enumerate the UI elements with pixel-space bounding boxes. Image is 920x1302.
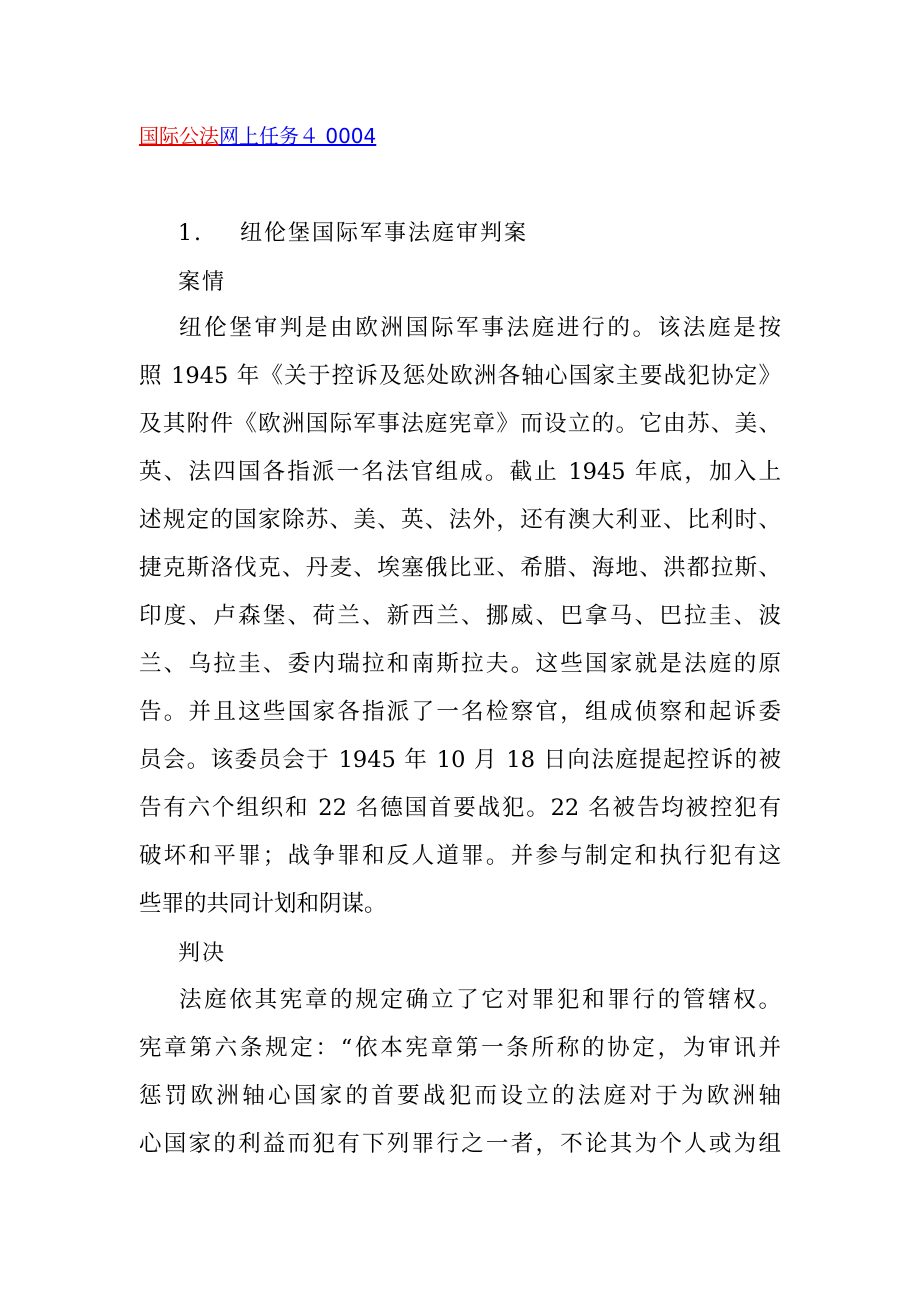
paragraph-line: 些罪的共同计划和阴谋。 xyxy=(139,891,387,917)
judgment-paragraph xyxy=(139,976,781,1168)
paragraph-line: 心国家的利益而犯有下列罪行之一者，不论其为个人或为组 xyxy=(139,1131,781,1157)
paragraph-line: 法庭依其宪章的规定确立了它对罪犯和罪行的管辖权。 xyxy=(179,987,781,1013)
paragraph-line: 告有六个组织和 22 名德国首要战犯。22 名被告均被控犯有 xyxy=(139,795,781,821)
title-link-part-2[interactable]: 网上任务４ 0004 xyxy=(219,124,377,148)
case-heading-number: 1. xyxy=(178,221,203,246)
paragraph-line: 兰、乌拉圭、委内瑞拉和南斯拉夫。这些国家就是法庭的原 xyxy=(139,651,781,677)
paragraph-line: 印度、卢森堡、荷兰、新西兰、挪威、巴拿马、巴拉圭、波 xyxy=(139,603,781,629)
document-title-link[interactable] xyxy=(139,122,376,150)
title-link-part-1[interactable]: 国际公法 xyxy=(139,124,219,148)
paragraph-line: 捷克斯洛伐克、丹麦、埃塞俄比亚、希腊、海地、洪都拉斯、 xyxy=(139,555,781,581)
paragraph-line: 告。并且这些国家各指派了一名检察官，组成侦察和起诉委 xyxy=(139,699,781,725)
facts-label: 案情 xyxy=(178,270,227,295)
paragraph-line: 照 1945 年《关于控诉及惩处欧洲各轴心国家主要战犯协定》 xyxy=(139,363,781,389)
paragraph-line: 述规定的国家除苏、美、英、法外，还有澳大利亚、比利时、 xyxy=(139,507,781,533)
paragraph-line: 及其附件《欧洲国际军事法庭宪章》而设立的。它由苏、美、 xyxy=(139,411,781,437)
judgment-label: 判决 xyxy=(178,941,227,966)
paragraph-line: 英、法四国各指派一名法官组成。截止 1945 年底，加入上 xyxy=(139,459,781,485)
paragraph-line: 破坏和平罪；战争罪和反人道罪。并参与制定和执行犯有这 xyxy=(139,843,781,869)
paragraph-line: 员会。该委员会于 1945 年 10 月 18 日向法庭提起控诉的被 xyxy=(139,747,781,773)
case-heading-text: 纽伦堡国际军事法庭审判案 xyxy=(240,221,529,246)
facts-paragraph xyxy=(139,304,781,928)
case-heading xyxy=(178,216,528,252)
paragraph-line: 惩罚欧洲轴心国家的首要战犯而设立的法庭对于为欧洲轴 xyxy=(139,1083,781,1109)
paragraph-line: 宪章第六条规定：“依本宪章第一条所称的协定，为审讯并 xyxy=(139,1035,781,1061)
paragraph-line: 纽伦堡审判是由欧洲国际军事法庭进行的。该法庭是按 xyxy=(179,315,781,341)
